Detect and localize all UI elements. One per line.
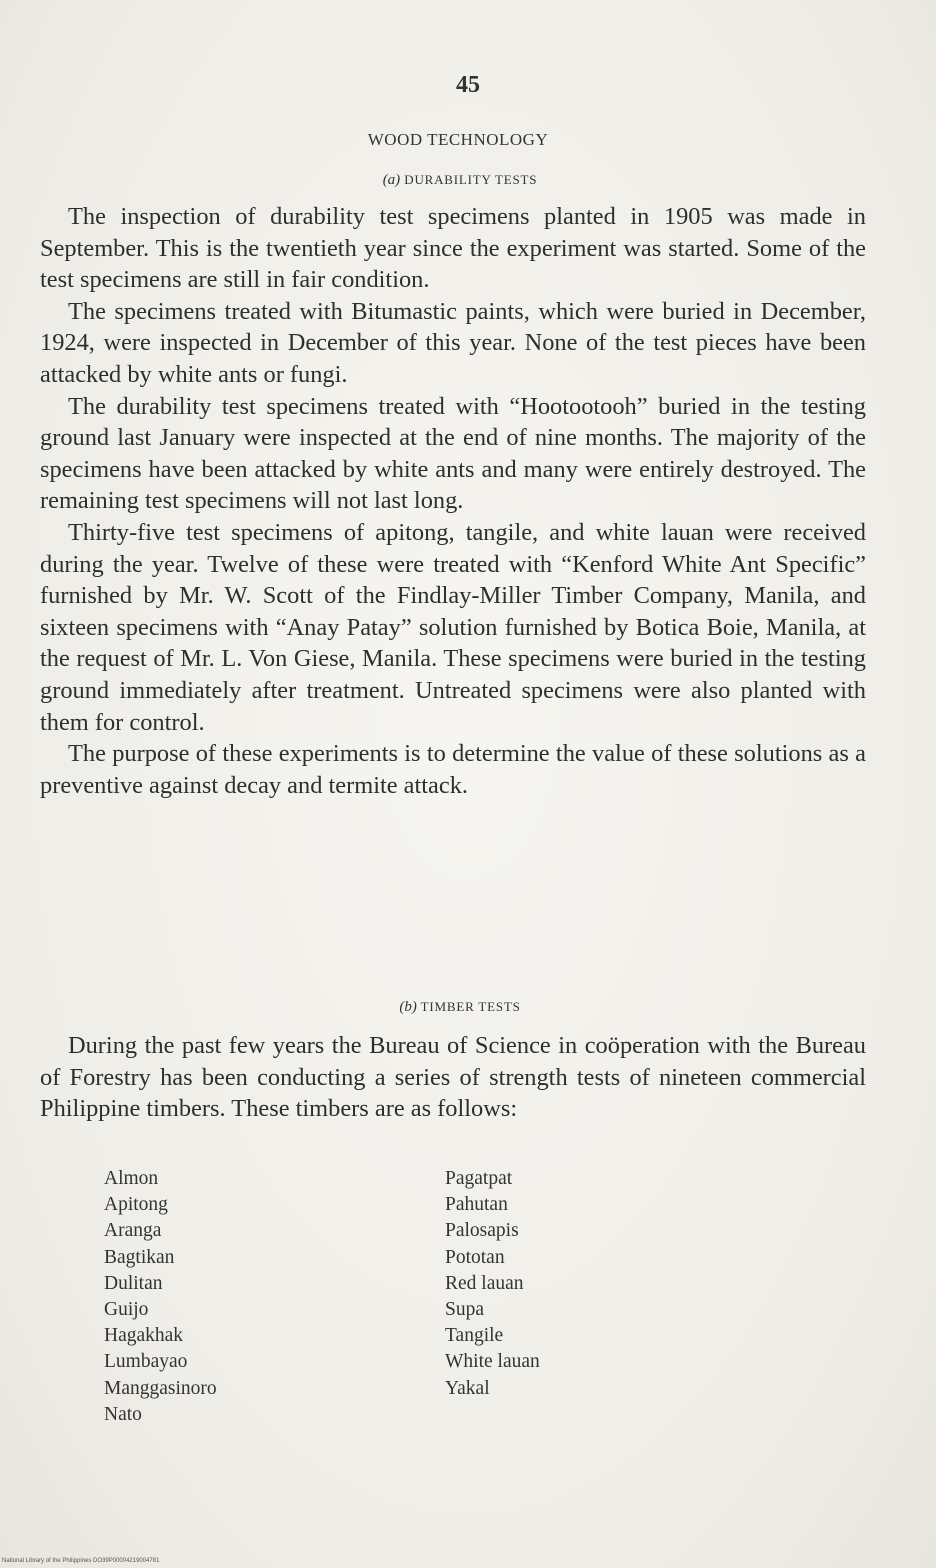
list-item: Palosapis [445, 1220, 519, 1242]
paragraph: The inspection of durability test specimens planted in 1905 was made in September. This is the twentieth year since the experiment was started. Some of the test specimens are still in fair condition. [40, 203, 866, 294]
durability-body [40, 201, 866, 801]
list-item: White lauan [445, 1351, 540, 1373]
list-item: Hagakhak [104, 1325, 184, 1347]
timber-list-right [445, 1166, 540, 1402]
list-item: Lumbayao [104, 1351, 188, 1373]
paragraph: The durability test specimens treated with “Hootootooh” buried in the testing ground last January were inspected at the end of nine months. The majority of the specimens have been attacked by white ants and many were entirely destroyed. The remaining test specimens will not last long. [40, 392, 866, 515]
subheading-label: (a) [382, 172, 401, 188]
paragraph: Thirty-five test specimens of apitong, tangile, and white lauan were received during the year. Twelve of these were treated with “Kenford White Ant Specific” furnished by Mr. W. Scott of the Findlay-Miller Timber Company, Manila, and sixteen specimens with “Anay Patay” solution furnished by Botica Boie, Manila, at the request of Mr. L. Von Giese, Manila. These specimens were buried in the testing ground immediately after treatment. Untreated specimens were also planted with them for control. [40, 518, 866, 736]
list-item: Pahutan [445, 1194, 508, 1216]
list-item: Nato [104, 1403, 142, 1425]
list-item: Almon [104, 1168, 159, 1189]
subheading-text: DURABILITY TESTS [404, 172, 538, 187]
page-number: 45 [456, 72, 480, 98]
timber-list-left [104, 1166, 217, 1428]
list-item: Aranga [104, 1220, 162, 1242]
paragraph: During the past few years the Bureau of Science in coöperation with the Bureau of Forestry has been conducting a series of strength tests of nineteen commercial Philippine timbers. These timbers are as follows: [40, 1032, 866, 1123]
list-item: Apitong [104, 1194, 168, 1216]
subheading-label: (b) [399, 999, 417, 1015]
list-item: Pototan [445, 1246, 505, 1268]
timber-body [40, 1030, 866, 1125]
subheading-durability [0, 172, 920, 189]
list-item: Bagtikan [104, 1246, 175, 1268]
subheading-text: TIMBER TESTS [420, 999, 521, 1014]
section-title: WOOD TECHNOLOGY [367, 130, 549, 149]
list-item: Guijo [104, 1299, 149, 1321]
list-item: Pagatpat [445, 1168, 513, 1189]
paragraph: The specimens treated with Bitumastic paints, which were buried in December, 1924, were inspected in December of this year. None of the test pieces have been attacked by white ants or fungi. [40, 297, 866, 388]
list-item: Tangile [445, 1325, 504, 1347]
subheading-timber [0, 999, 920, 1016]
paragraph: The purpose of these experiments is to determine the value of these solutions as a preventive against decay and termite attack. [40, 740, 866, 799]
list-item: Red lauan [445, 1272, 524, 1294]
list-item: Supa [445, 1299, 484, 1321]
archive-footer: National Library of the Philippines DO39P00004219004781 [2, 1558, 160, 1564]
list-item: Dulitan [104, 1272, 163, 1294]
list-item: Manggasinoro [104, 1377, 217, 1399]
list-item: Yakal [445, 1377, 490, 1399]
